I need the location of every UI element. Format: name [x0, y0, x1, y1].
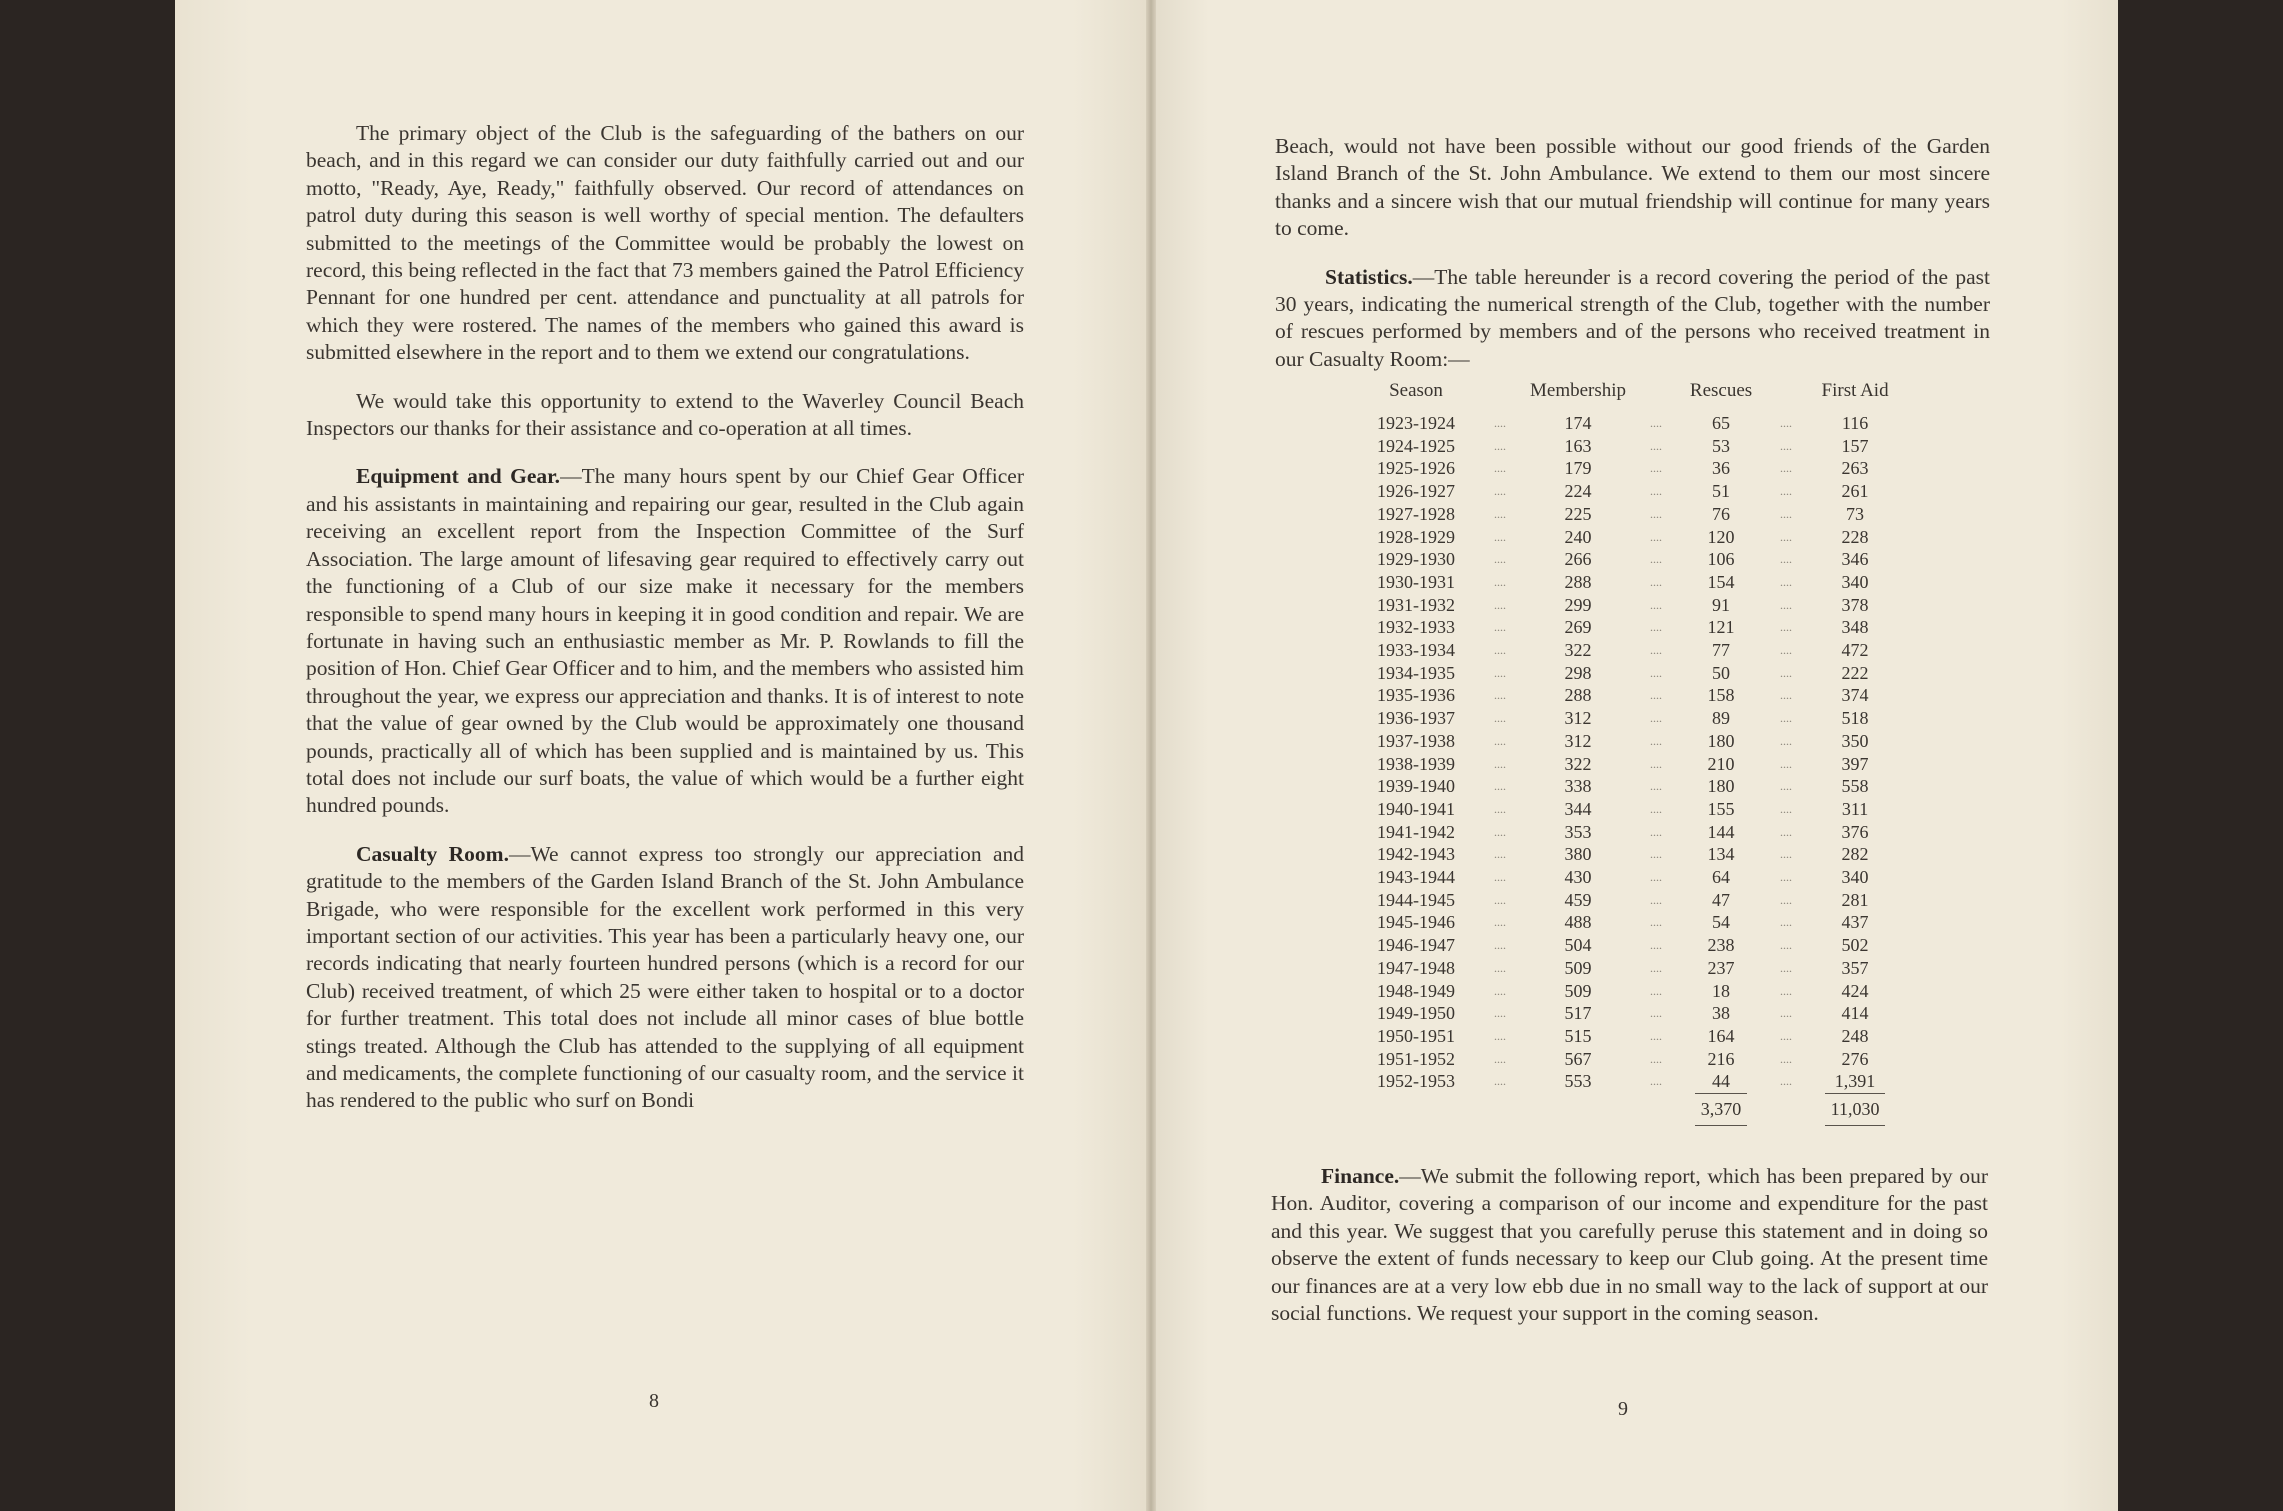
cell-season: 1933-1934 [1377, 640, 1455, 661]
cell-membership: 517 [1564, 1003, 1592, 1024]
leader-dots: .... [1494, 529, 1506, 544]
cell-first-aid: 157 [1841, 435, 1869, 456]
table-row [1362, 571, 1894, 594]
cell-season: 1952-1953 [1377, 1071, 1455, 1092]
leader-dots: .... [1780, 756, 1793, 771]
heading-casualty-room: Casualty Room. [356, 841, 509, 866]
table-row [1362, 730, 1894, 753]
table-row [1362, 457, 1894, 480]
cell-first-aid: 261 [1841, 481, 1869, 502]
cell-rescues: 65 [1712, 413, 1731, 433]
table-row [1362, 639, 1894, 662]
paragraph-council-thanks: We would take this opportunity to extend to the Waverley Council Beach Inspectors our thanks for their assistance and co-operation at all times. [306, 388, 1024, 441]
cell-season: 1944-1945 [1377, 889, 1455, 910]
leader-dots: .... [1494, 574, 1506, 589]
cell-rescues: 53 [1712, 435, 1731, 456]
total-rescues: 3,370 [1695, 1093, 1748, 1126]
table-row [1362, 798, 1894, 821]
cell-first-aid: 437 [1841, 912, 1869, 933]
cell-first-aid: 558 [1841, 776, 1869, 797]
leader-dots: .... [1494, 484, 1506, 499]
table-row [1362, 548, 1894, 571]
cell-season: 1935-1936 [1377, 685, 1455, 706]
cell-membership: 298 [1564, 662, 1592, 683]
table-row [1362, 889, 1894, 912]
cell-membership: 179 [1564, 458, 1592, 479]
cell-first-aid: 414 [1841, 1003, 1869, 1024]
cell-first-aid: 374 [1841, 685, 1869, 706]
table-row [1362, 1048, 1894, 1071]
cell-membership: 288 [1564, 685, 1592, 706]
cell-first-aid: 350 [1841, 730, 1869, 751]
cell-first-aid: 311 [1841, 798, 1869, 819]
heading-finance: Finance. [1321, 1164, 1400, 1188]
cell-membership: 174 [1564, 413, 1592, 433]
table-row [1362, 526, 1894, 549]
leader-dots: .... [1650, 960, 1663, 975]
table-row [1362, 775, 1894, 798]
cell-rescues: 216 [1707, 1048, 1735, 1069]
table-row [1362, 616, 1894, 639]
cell-season: 1943-1944 [1377, 867, 1455, 888]
col-membership: Membership [1530, 380, 1627, 401]
cell-rescues: 158 [1707, 685, 1735, 706]
leader-dots: .... [1780, 1006, 1793, 1021]
table-row [1362, 980, 1894, 1003]
leader-dots: .... [1780, 552, 1793, 567]
cell-rescues: 77 [1712, 640, 1731, 661]
paragraph-casualty-room: Casualty Room.—We cannot express too strongly our appreciation and gratitude to the members of the Garden Island Branch of the St. John Ambulance Brigade, who were responsible for the excellent work performed in this very important section of our activities. This year has been a particularly heavy one, our records indicating that nearly fourteen hundred persons (which is a record for our Club) received treatment, of which 25 were either taken to hospital or to a doctor for further treatment. This total does not include all minor cases of blue bottle stings treated. Although the Club has attended to the supplying of all equipment and medicaments, the complete functioning of our casualty room, and the service it has rendered to the public who surf on Bondi [306, 841, 1025, 1113]
cell-rescues: 89 [1712, 708, 1731, 729]
leader-dots: .... [1494, 870, 1506, 885]
table-header-row [1362, 380, 1894, 412]
cell-rescues: 44 [1712, 1071, 1731, 1092]
leader-dots: .... [1780, 960, 1793, 975]
cell-membership: 553 [1564, 1071, 1592, 1092]
leader-dots: .... [1650, 665, 1663, 680]
table-row [1362, 684, 1894, 707]
cell-rescues: 237 [1707, 957, 1735, 978]
leader-dots: .... [1494, 506, 1506, 521]
paragraph-ambulance-thanks: Beach, would not have been possible without our good friends of the Garden Island Branch of the St. John Ambulance. We extend to them our most sincere thanks and a sincere wish that our mutual friendship will continue for many years to come. [1275, 134, 1990, 241]
leader-dots: .... [1494, 597, 1506, 612]
col-first-aid: First Aid [1821, 380, 1889, 401]
paragraph-statistics: Statistics.—The table hereunder is a record covering the period of the past 30 years, indicating the numerical strength of the Club, together with the number of rescues performed by members and of the persons who received treatment in our Casualty Room:— [1275, 264, 1990, 371]
cell-season: 1936-1937 [1377, 708, 1455, 729]
leader-dots: .... [1780, 870, 1793, 885]
leader-dots: .... [1780, 484, 1793, 499]
leader-dots: .... [1494, 552, 1506, 567]
cell-membership: 322 [1564, 753, 1592, 774]
cell-season: 1940-1941 [1377, 798, 1455, 819]
cell-season: 1939-1940 [1377, 776, 1455, 797]
leader-dots: .... [1780, 574, 1793, 589]
cell-membership: 312 [1564, 730, 1592, 751]
cell-rescues: 50 [1712, 662, 1731, 683]
cell-first-aid: 282 [1841, 844, 1869, 865]
book-gutter [1146, 0, 1156, 1511]
cell-first-aid: 357 [1841, 957, 1869, 978]
paragraph-finance: Finance.—We submit the following report, which has been prepared by our Hon. Auditor, covering a comparison of our income and expenditure for the past and this year. We suggest that you carefully peruse this statement and in doing so observe the extent of funds necessary to keep our Club going. At the present time our finances are at a very low ebb due in no small way to the lack of support at our social functions. We request your support in the coming season. [1271, 1164, 1988, 1326]
leader-dots: .... [1650, 711, 1663, 726]
cell-season: 1934-1935 [1377, 662, 1455, 683]
cell-first-aid: 424 [1841, 980, 1869, 1001]
cell-membership: 240 [1564, 526, 1592, 547]
leader-dots: .... [1650, 938, 1663, 953]
leader-dots: .... [1650, 1028, 1663, 1043]
leader-dots: .... [1650, 484, 1663, 499]
cell-season: 1928-1929 [1377, 526, 1455, 547]
leader-dots: .... [1780, 733, 1793, 748]
leader-dots: .... [1650, 438, 1663, 453]
leader-dots: .... [1650, 733, 1663, 748]
cell-first-aid: 116 [1841, 413, 1869, 433]
table-row [1362, 1025, 1894, 1048]
leader-dots: .... [1650, 620, 1663, 635]
cell-rescues: 76 [1712, 503, 1731, 524]
cell-rescues: 106 [1707, 549, 1735, 570]
cell-season: 1932-1933 [1377, 617, 1455, 638]
cell-season: 1925-1926 [1377, 458, 1455, 479]
cell-membership: 163 [1564, 435, 1592, 456]
cell-season: 1937-1938 [1377, 730, 1455, 751]
cell-rescues: 18 [1712, 980, 1731, 1001]
cell-season: 1929-1930 [1377, 549, 1455, 570]
table-row [1362, 843, 1894, 866]
leader-dots: .... [1650, 1051, 1663, 1066]
leader-dots: .... [1780, 461, 1793, 476]
cell-first-aid: 1,391 [1834, 1071, 1876, 1092]
leader-dots: .... [1494, 779, 1506, 794]
cell-first-aid: 378 [1841, 594, 1869, 615]
cell-season: 1949-1950 [1377, 1003, 1455, 1024]
cell-first-aid: 276 [1841, 1048, 1869, 1069]
leader-dots: .... [1780, 597, 1793, 612]
cell-season: 1950-1951 [1377, 1025, 1455, 1046]
leader-dots: .... [1494, 688, 1506, 703]
cell-membership: 567 [1564, 1048, 1592, 1069]
leader-dots: .... [1650, 416, 1663, 430]
cell-first-aid: 222 [1841, 662, 1869, 683]
leader-dots: .... [1780, 1074, 1793, 1089]
cell-rescues: 164 [1707, 1025, 1735, 1046]
page-number-left: 8 [649, 1390, 659, 1412]
table-row [1362, 934, 1894, 957]
leader-dots: .... [1650, 756, 1663, 771]
cell-rescues: 121 [1707, 617, 1735, 638]
cell-membership: 288 [1564, 571, 1592, 592]
cell-season: 1945-1946 [1377, 912, 1455, 933]
cell-first-aid: 281 [1841, 889, 1869, 910]
leader-dots: .... [1780, 779, 1793, 794]
leader-dots: .... [1650, 643, 1663, 658]
leader-dots: .... [1780, 1051, 1793, 1066]
cell-first-aid: 340 [1841, 571, 1869, 592]
leader-dots: .... [1780, 938, 1793, 953]
leader-dots: .... [1494, 1006, 1506, 1021]
cell-rescues: 180 [1707, 730, 1735, 751]
total-first-aid: 11,030 [1825, 1093, 1886, 1126]
leader-dots: .... [1780, 438, 1793, 453]
table-row [1362, 957, 1894, 980]
cell-membership: 269 [1564, 617, 1592, 638]
table-row [1362, 1002, 1894, 1025]
leader-dots: .... [1780, 892, 1793, 907]
leader-dots: .... [1650, 915, 1663, 930]
leader-dots: .... [1780, 711, 1793, 726]
table-row [1362, 594, 1894, 617]
cell-membership: 380 [1564, 844, 1592, 865]
paragraph-patrol-duty: The primary object of the Club is the safeguarding of the bathers on our beach, and in this regard we can consider our duty faithfully carried out and our motto, "Ready, Aye, Ready," faithfully observed. Our record of attendances on patrol duty during this season is well worthy of special mention. The defaulters submitted to the meetings of the Committee would be probably the lowest on record, this being reflected in the fact that 73 members gained the Patrol Efficiency Pennant for one hundred per cent. attendance and punctuality at all patrols for which they were rostered. The names of the members who gained this award is submitted elsewhere in the report and to them we extend our congratulations. [306, 121, 1024, 365]
cell-membership: 322 [1564, 640, 1592, 661]
cell-rescues: 155 [1707, 798, 1735, 819]
cell-first-aid: 73 [1846, 503, 1865, 524]
cell-season: 1930-1931 [1377, 571, 1455, 592]
col-rescues: Rescues [1689, 380, 1753, 401]
cell-membership: 312 [1564, 708, 1592, 729]
leader-dots: .... [1494, 847, 1506, 862]
cell-membership: 266 [1564, 549, 1592, 570]
leader-dots: .... [1650, 461, 1663, 476]
cell-rescues: 38 [1712, 1003, 1731, 1024]
leader-dots: .... [1780, 643, 1793, 658]
leader-dots: .... [1494, 438, 1506, 453]
leader-dots: .... [1494, 711, 1506, 726]
leader-dots: .... [1780, 665, 1793, 680]
leader-dots: .... [1494, 801, 1506, 816]
cell-membership: 504 [1564, 935, 1592, 956]
leader-dots: .... [1650, 574, 1663, 589]
cell-rescues: 51 [1712, 481, 1731, 502]
table-row [1362, 821, 1894, 844]
cell-membership: 515 [1564, 1025, 1592, 1046]
leader-dots: .... [1494, 461, 1506, 476]
heading-equipment: Equipment and Gear. [356, 464, 561, 489]
table-row [1362, 1070, 1894, 1093]
cell-rescues: 180 [1707, 776, 1735, 797]
leader-dots: .... [1494, 733, 1506, 748]
leader-dots: .... [1494, 960, 1506, 975]
cell-first-aid: 346 [1841, 549, 1869, 570]
leader-dots: .... [1780, 688, 1793, 703]
cell-season: 1931-1932 [1377, 594, 1455, 615]
table-row [1362, 662, 1894, 685]
leader-dots: .... [1650, 506, 1663, 521]
right-page-finance [1271, 1163, 1988, 1348]
cell-rescues: 144 [1707, 821, 1735, 842]
leader-dots: .... [1650, 779, 1663, 794]
cell-season: 1942-1943 [1377, 844, 1455, 865]
leader-dots: .... [1650, 983, 1663, 998]
leader-dots: .... [1494, 416, 1506, 430]
table-row [1362, 435, 1894, 458]
cell-first-aid: 340 [1841, 867, 1869, 888]
leader-dots: .... [1650, 552, 1663, 567]
cell-first-aid: 502 [1841, 935, 1869, 956]
cell-membership: 509 [1564, 980, 1592, 1001]
cell-rescues: 64 [1712, 867, 1731, 888]
cell-membership: 338 [1564, 776, 1592, 797]
table-row [1362, 503, 1894, 526]
heading-statistics: Statistics. [1325, 264, 1413, 289]
table-row [1362, 480, 1894, 503]
cell-membership: 353 [1564, 821, 1592, 842]
leader-dots: .... [1650, 870, 1663, 885]
cell-season: 1947-1948 [1377, 957, 1455, 978]
leader-dots: .... [1494, 665, 1506, 680]
leader-dots: .... [1650, 847, 1663, 862]
leader-dots: .... [1494, 643, 1506, 658]
cell-season: 1924-1925 [1377, 435, 1455, 456]
table-row [1362, 707, 1894, 730]
leader-dots: .... [1494, 1051, 1506, 1066]
leader-dots: .... [1650, 801, 1663, 816]
cell-first-aid: 228 [1841, 526, 1869, 547]
cell-membership: 430 [1564, 867, 1592, 888]
cell-membership: 299 [1564, 594, 1592, 615]
leader-dots: .... [1494, 1028, 1506, 1043]
cell-membership: 459 [1564, 889, 1592, 910]
cell-rescues: 238 [1707, 935, 1735, 956]
cell-rescues: 154 [1707, 571, 1735, 592]
cell-rescues: 54 [1712, 912, 1731, 933]
cell-first-aid: 472 [1841, 640, 1869, 661]
leader-dots: .... [1494, 915, 1506, 930]
leader-dots: .... [1494, 938, 1506, 953]
cell-first-aid: 376 [1841, 821, 1869, 842]
cell-season: 1923-1924 [1377, 413, 1455, 433]
table-row [1362, 412, 1894, 435]
leader-dots: .... [1650, 597, 1663, 612]
table-body [1362, 412, 1894, 1093]
cell-membership: 225 [1564, 503, 1592, 524]
cell-first-aid: 348 [1841, 617, 1869, 638]
leader-dots: .... [1494, 824, 1506, 839]
cell-rescues: 120 [1707, 526, 1735, 547]
cell-season: 1946-1947 [1377, 935, 1455, 956]
col-season: Season [1389, 380, 1443, 401]
leader-dots: .... [1780, 824, 1793, 839]
cell-season: 1951-1952 [1377, 1048, 1455, 1069]
leader-dots: .... [1650, 824, 1663, 839]
leader-dots: .... [1650, 688, 1663, 703]
cell-rescues: 47 [1712, 889, 1731, 910]
cell-rescues: 91 [1712, 594, 1731, 615]
cell-rescues: 134 [1707, 844, 1735, 865]
leader-dots: .... [1780, 801, 1793, 816]
cell-first-aid: 263 [1841, 458, 1869, 479]
leader-dots: .... [1494, 620, 1506, 635]
leader-dots: .... [1780, 983, 1793, 998]
cell-season: 1926-1927 [1377, 481, 1455, 502]
leader-dots: .... [1650, 1006, 1663, 1021]
cell-season: 1941-1942 [1377, 821, 1455, 842]
leader-dots: .... [1780, 915, 1793, 930]
cell-membership: 488 [1564, 912, 1592, 933]
page-number-right: 9 [1618, 1398, 1628, 1420]
leader-dots: .... [1780, 529, 1793, 544]
cell-first-aid: 397 [1841, 753, 1869, 774]
leader-dots: .... [1494, 756, 1506, 771]
cell-season: 1938-1939 [1377, 753, 1455, 774]
cell-membership: 509 [1564, 957, 1592, 978]
cell-season: 1948-1949 [1377, 980, 1455, 1001]
table-row [1362, 753, 1894, 776]
leader-dots: .... [1650, 529, 1663, 544]
leader-dots: .... [1780, 506, 1793, 521]
leader-dots: .... [1650, 1074, 1663, 1089]
leader-dots: .... [1780, 416, 1793, 430]
leader-dots: .... [1494, 892, 1506, 907]
leader-dots: .... [1494, 1074, 1506, 1089]
leader-dots: .... [1780, 1028, 1793, 1043]
table-row [1362, 866, 1894, 889]
cell-rescues: 36 [1712, 458, 1731, 479]
totals-row [1362, 1093, 1894, 1126]
leader-dots: .... [1780, 620, 1793, 635]
cell-membership: 344 [1564, 798, 1592, 819]
leader-dots: .... [1650, 892, 1663, 907]
leader-dots: .... [1494, 983, 1506, 998]
statistics-table [1362, 380, 1894, 1126]
cell-first-aid: 248 [1841, 1025, 1869, 1046]
cell-rescues: 210 [1707, 753, 1735, 774]
right-page-intro [1275, 133, 1990, 394]
table-row [1362, 911, 1894, 934]
leader-dots: .... [1780, 847, 1793, 862]
cell-membership: 224 [1564, 481, 1592, 502]
paragraph-equipment: Equipment and Gear.—The many hours spent by our Chief Gear Officer and his assistants in maintaining and repairing our gear, resulted in the Club again receiving an excellent report from the Inspection Committee of the Surf Association. The large amount of lifesaving gear required to effectively carry out the functioning of a Club of our size make it necessary for the members responsible to spend many hours in keeping it in good condition and repair. We are fortunate in having such an enthusiastic member as Mr. P. Rowlands to fill the position of Hon. Chief Gear Officer and to him, and the members who assisted him throughout the year, we express our appreciation and thanks. It is of interest to note that the value of gear owned by the Club would be approximately one thousand pounds, practically all of which has been supplied and is maintained by us. This total does not include our surf boats, the value of which would be a further eight hundred pounds. [306, 464, 1024, 818]
left-page-body [306, 120, 1024, 1136]
cell-season: 1927-1928 [1377, 503, 1455, 524]
cell-first-aid: 518 [1841, 708, 1869, 729]
